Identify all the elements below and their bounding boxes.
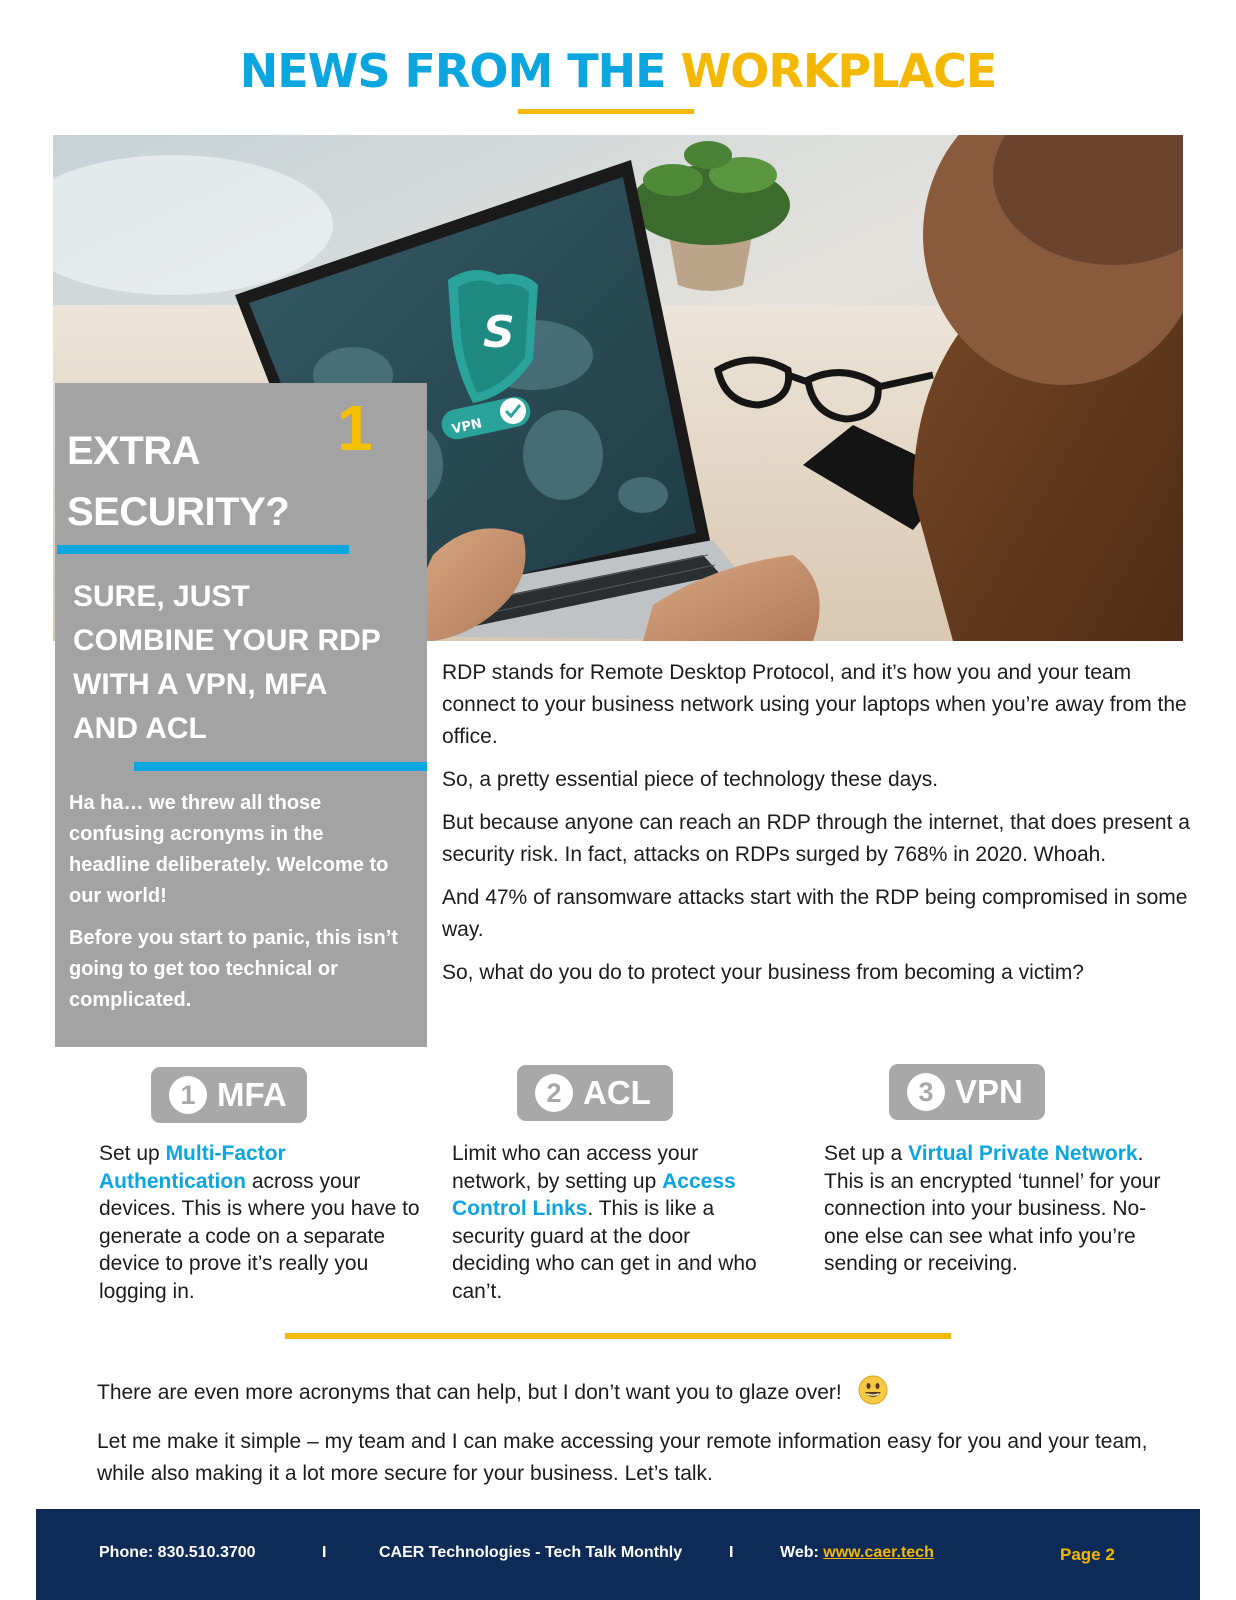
column-text: . This is like a security guard at the door deciding who can get in and who can’t. [452, 1197, 757, 1303]
vpn-toggle-label: VPN [450, 416, 484, 438]
footer-web-label: Web: [780, 1544, 819, 1561]
footer-company: CAER Technologies - Tech Talk Monthly [379, 1544, 683, 1561]
footer-web-link[interactable]: www.caer.tech [823, 1544, 934, 1561]
title-underline [518, 109, 694, 114]
svg-text:S: S [483, 307, 515, 358]
badge-label: VPN [955, 1073, 1023, 1110]
footer-bar [36, 1509, 1200, 1600]
sidebar-body [69, 788, 409, 1027]
sidebar-panel [55, 383, 427, 1047]
footer-separator: I [322, 1544, 327, 1561]
sidebar-divider-1 [57, 545, 349, 554]
sidebar-paragraph: Before you start to panic, this isn’t going to get too technical or complicated. [69, 927, 398, 1011]
sidebar-subtitle [73, 575, 423, 751]
closing-paragraph-2: Let me make it simple – my team and I can make accessing your remote information easy for you and your team, while also making it a lot more secure for your business. Let’s talk. [97, 1430, 1148, 1485]
closing-text [97, 1375, 1157, 1501]
article-body [442, 657, 1192, 1000]
column-mfa [99, 1140, 421, 1305]
badge-acl [517, 1065, 673, 1121]
column-text: . This is an encrypted ‘tunnel’ for your connection into your business. No-one else can see what info you’re sending or receiving. [824, 1142, 1161, 1275]
sidebar-subtitle-line: COMBINE YOUR RDP [73, 624, 381, 657]
article-paragraph: But because anyone can reach an RDP through the internet, that does present a security risk. In fact, attacks on RDPs surged by 768% in 2020. Whoah. [442, 811, 1190, 866]
badge-number: 2 [535, 1074, 573, 1112]
column-highlight-link[interactable]: Access Control Links [452, 1169, 736, 1220]
sidebar-subtitle-line: AND ACL [73, 712, 207, 745]
badge-mfa [151, 1067, 307, 1123]
page-title [0, 44, 1236, 98]
sidebar-subtitle-line: SURE, JUST [73, 580, 250, 613]
footer-phone: Phone: 830.510.3700 [99, 1544, 256, 1561]
sidebar-title-line-2: SECURITY? [67, 490, 290, 534]
footer-page-number: Page 2 [1060, 1545, 1115, 1564]
sidebar-number: 1 [337, 392, 373, 464]
closing-line-1: There are even more acronyms that can help, but I don’t want you to glaze over! [97, 1381, 842, 1404]
section-divider [285, 1333, 951, 1339]
smiley-face-icon [858, 1375, 888, 1415]
column-acl [452, 1140, 770, 1305]
article-paragraph: RDP stands for Remote Desktop Protocol, and it’s how you and your team connect to your business network using your laptops when you’re away from the office. [442, 661, 1187, 748]
article-paragraph: So, a pretty essential piece of technology these days. [442, 768, 939, 791]
sidebar-paragraph: Ha ha… we threw all those confusing acronyms in the headline deliberately. Welcome to our world! [69, 792, 389, 907]
column-vpn [824, 1140, 1164, 1278]
column-text: Limit who can access your network, by setting up [452, 1142, 699, 1193]
column-text: Set up a [824, 1142, 909, 1165]
badge-vpn [889, 1064, 1045, 1120]
badge-label: MFA [217, 1076, 287, 1113]
closing-paragraph-1 [97, 1375, 1157, 1415]
badge-number: 1 [169, 1076, 207, 1114]
footer-separator: I [729, 1544, 734, 1561]
badge-number: 3 [907, 1073, 945, 1111]
sidebar-subtitle-line: WITH A VPN, MFA [73, 668, 328, 701]
column-highlight-link[interactable]: Multi-Factor Authentication [99, 1142, 286, 1193]
article-paragraph: So, what do you do to protect your business from becoming a victim? [442, 961, 1084, 984]
column-text: across your devices. This is where you have to generate a code on a separate device to prove it’s really you logging in. [99, 1169, 420, 1303]
sidebar-title-line-1: EXTRA [67, 429, 201, 473]
badge-label: ACL [583, 1074, 651, 1111]
footer-web [780, 1544, 934, 1562]
column-text: Set up [99, 1142, 166, 1165]
article-paragraph: And 47% of ransomware attacks start with the RDP being compromised in some way. [442, 886, 1188, 941]
column-highlight-link[interactable]: Virtual Private Network [908, 1142, 1138, 1165]
title-part-blue: NEWS FROM THE [239, 44, 681, 98]
sidebar-title [67, 421, 289, 543]
title-part-yellow: WORKPLACE [680, 44, 997, 98]
sidebar-divider-2 [134, 762, 427, 771]
